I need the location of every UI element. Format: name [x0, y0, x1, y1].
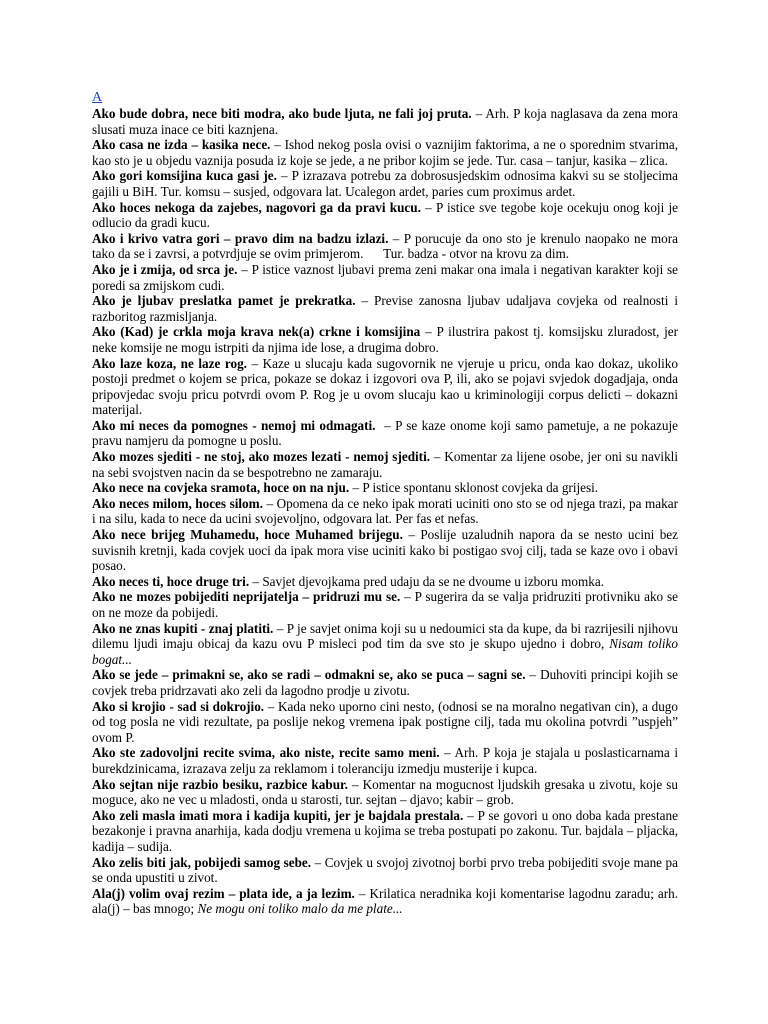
proverb-headword: Ako je ljubav preslatka pamet je prekratka.: [92, 293, 356, 309]
proverb-entry: [92, 480, 678, 496]
proverb-entry: [92, 621, 678, 668]
proverb-example: Ne mogu oni toliko malo da me plate...: [194, 901, 403, 917]
proverb-headword: Ako laze koza, ne laze rog.: [92, 355, 247, 371]
entry-list: [92, 106, 678, 917]
proverb-entry: [92, 231, 678, 262]
document-body: [92, 89, 678, 917]
proverb-entry: [92, 527, 678, 574]
proverb-entry: [92, 324, 678, 355]
proverb-explanation: – P se kaze onome koji samo pametuje, a ne pokazuje pravu namjeru da pomogne u poslu.: [92, 417, 678, 449]
proverb-entry: [92, 745, 678, 776]
proverb-explanation: – P izrazava potrebu za dobrosusjedskim odnosima kakvi su se stoljecima gajili u BiH. Tur. komsu – susjed, odgovara lat. Ucalegon ardet, paries cum proximus ardet.: [92, 168, 678, 199]
proverb-entry: [92, 293, 678, 324]
proverb-headword: Ako se jede – primakni se, ako se radi – odmakni se, ako se puca – sagni se.: [92, 667, 526, 683]
proverb-entry: [92, 777, 678, 808]
proverb-entry: [92, 808, 678, 855]
proverb-explanation: – P se govori u ono doba kada prestane bezakonje i pravna anarhija, kada dodju vremena u kojima se treba postupati po zakonu. Tur. bajdala – pljacka, kadija – sudija.: [92, 807, 678, 854]
proverb-explanation: – Komentar na mogucnost ljudskih gresaka u zivotu, koje su moguce, ako ne vec u mladosti, onda u starosti, tur. sejtan – djavo; kabir – grob.: [92, 776, 678, 808]
proverb-explanation: – Covjek u svojoj zivotnoj borbi prvo treba pobijediti svoje mane pa se onda upustiti u zivot.: [92, 854, 679, 886]
proverb-example: Nisam toliko bogat...: [92, 636, 678, 667]
proverb-headword: Ako neces ti, hoce druge tri.: [92, 573, 250, 589]
proverb-explanation: – Arh. P koja je stajala u poslasticarnama i burekdzinicama, izrazava zelju za reklamom i toleranciju izmedju musterije i kupca.: [92, 745, 678, 776]
proverb-explanation: – Poslije uzaludnih napora da se nesto ucini bez suvisnih kretnji, kada covjek uoci da ipak mora vise uciniti kako bi postigao svoj cilj, tada se kaze ovo i obavi posao.: [92, 527, 678, 574]
proverb-headword: Ako zeli masla imati mora i kadija kupiti, jer je bajdala prestala.: [92, 807, 464, 823]
proverb-headword: Ako mozes sjediti - ne stoj, ako mozes lezati - nemoj sjediti.: [92, 449, 431, 465]
proverb-explanation: – Komentar za lijene osobe, jer oni su navikli na sebi svojstven nacin da se bespotrebno ne zamaraju.: [92, 449, 679, 480]
proverb-explanation: – P sugerira da se valja pridruziti protivniku ako se on ne moze da pobijedi.: [92, 589, 678, 620]
proverb-headword: Ako si krojio - sad si dokrojio.: [92, 698, 265, 714]
proverb-headword: Ako je i zmija, od srca je.: [92, 261, 238, 277]
proverb-headword: Ako nece na covjeka sramota, hoce on na nju.: [92, 480, 350, 496]
proverb-entry: [92, 200, 678, 231]
section-letter-link[interactable]: A: [92, 90, 103, 105]
proverb-headword: Ako i krivo vatra gori – pravo dim na badzu izlazi.: [92, 230, 389, 246]
proverb-entry: [92, 356, 678, 418]
proverb-explanation: – P porucuje da ono sto je krenulo naopako ne mora tako da se i zavrsi, a potvrdjuje se ovim primjerom. Tur. badza - otvor na krovu za dim.: [92, 230, 678, 262]
proverb-explanation: – Ishod nekog posla ovisi o vaznijim faktorima, a ne o sporednim stvarima, kao sto je u objedu vaznija posuda iz koje se jede, a ne pribor kojim se jede. Tur. casa – tanjur, kasika – zlica.: [92, 137, 678, 168]
proverb-headword: Ako sejtan nije razbio besiku, razbice kabur.: [92, 776, 348, 792]
proverb-headword: Ako neces milom, hoces silom.: [92, 495, 263, 511]
proverb-explanation: – P istice sve tegobe koje ocekuju onog koji je odlucio da gradi kucu.: [92, 199, 678, 231]
proverb-explanation: – P istice vaznost ljubavi prema zeni makar ona imala i negativan karakter koji se poredi sa zmijskom cudi.: [92, 261, 678, 293]
proverb-entry: [92, 886, 678, 917]
proverb-headword: Ako (Kad) je crkla moja krava nek(a) crkne i komsijina: [92, 324, 421, 340]
proverb-explanation: – Kada neko uporno cini nesto, (odnosi se na moralno negativan cin), a dugo od tog posla ne vidi rezultate, pa poslije nekog vremena ipak postigne cilj, tada mu okolina potvrdi ”uspjeh” ovom P.: [92, 698, 678, 745]
proverb-entry: [92, 418, 678, 449]
proverb-entry: [92, 137, 678, 168]
proverb-entry: [92, 574, 678, 590]
proverb-explanation: – Savjet djevojkama pred udaju da se ne dvoume u izboru momka.: [249, 573, 604, 589]
proverb-entry: [92, 449, 678, 480]
proverb-headword: Ako casa ne izda – kasika nece.: [92, 137, 271, 153]
proverb-entry: [92, 699, 678, 746]
proverb-headword: Ako ne mozes pobijediti neprijatelja – pridruzi mu se.: [92, 589, 401, 605]
proverb-explanation: – Previse zanosna ljubav udaljava covjeka od realnosti i razboritog razmisljanja.: [92, 293, 678, 324]
proverb-headword: Ako gori komsijina kuca gasi je.: [92, 168, 277, 184]
proverb-headword: Ako hoces nekoga da zajebes, nagovori ga da pravi kucu.: [92, 199, 421, 215]
proverb-explanation: – Opomena da ce neko ipak morati uciniti ono sto se od njega trazi, pa makar i na silu, kada to nece da ucini svojevoljno, odgovara lat. Per fas et nefas.: [92, 495, 678, 527]
proverb-explanation: – Duhoviti principi kojih se covjek treba pridrzavati ako zeli da lagodno prodje u zivotu.: [92, 667, 678, 698]
proverb-explanation: – Arh. P koja naglasava da zena mora slusati muza inace ce biti kaznjena.: [92, 106, 678, 137]
proverb-headword: Ako nece brijeg Muhamedu, hoce Muhamed brijegu.: [92, 527, 403, 543]
proverb-entry: [92, 168, 678, 199]
proverb-headword: Ako ste zadovoljni recite svima, ako niste, recite samo meni.: [92, 745, 440, 761]
proverb-headword: Ako ne znas kupiti - znaj platiti.: [92, 620, 274, 636]
proverb-entry: [92, 589, 678, 620]
proverb-explanation: – Kaze u slucaju kada sugovornik ne vjeruje u pricu, onda kao dokaz, ukoliko postoji predmet o kojem se prica, pokaze se dokaz i izgovori ova P, ili, ako se pojavi svjedok dogadjaja, onda pripovjedac svoju pricu potvrdi ovom P. Rog je u ovom slucaju kao u kriminologiji corpus delicti – dokazni materijal.: [92, 355, 678, 418]
proverb-headword: Ako bude dobra, nece biti modra, ako bude ljuta, ne fali joj pruta.: [92, 106, 472, 121]
proverb-explanation: – Krilatica neradnika koji komentarise lagodnu zaradu; arh. ala(j) – bas mnogo;: [92, 885, 678, 917]
proverb-headword: Ako mi neces da pomognes - nemoj mi odmagati.: [92, 417, 376, 433]
proverb-explanation: – P je savjet onima koji su u nedoumici sta da kupe, da bi razrijesili njihovu dilemu ljudi imaju obicaj da kazu ovu P misleci pod tim da sve sto je skupo ujedno i dobro,: [92, 620, 678, 652]
proverb-entry: [92, 667, 678, 698]
proverb-entry: [92, 855, 678, 886]
proverb-entry: [92, 106, 678, 137]
proverb-headword: Ala(j) volim ovaj rezim – plata ide, a ja lezim.: [92, 885, 355, 901]
proverb-explanation: – P istice spontanu sklonost covjeka da grijesi.: [349, 480, 599, 496]
proverb-explanation: – P ilustrira pakost tj. komsijsku zluradost, jer neke komsije ne mogu istrpiti da njima ide lose, a drugima dobro.: [92, 324, 679, 355]
proverb-entry: [92, 262, 678, 293]
proverb-headword: Ako zelis biti jak, pobijedi samog sebe.: [92, 854, 312, 870]
proverb-entry: [92, 496, 678, 527]
